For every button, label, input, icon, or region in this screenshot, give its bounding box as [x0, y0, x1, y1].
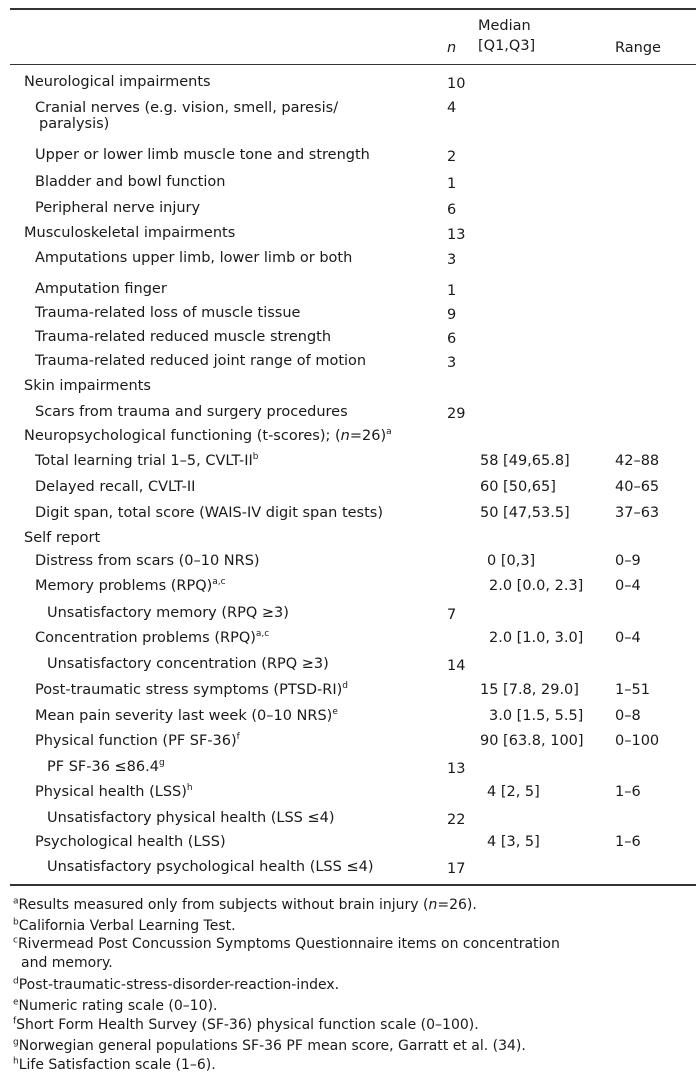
- footnote-marker: d: [13, 976, 19, 987]
- row-range-value: 0–4: [615, 630, 641, 646]
- row-median-value: 2.0 [1.0, 3.0]: [489, 630, 584, 646]
- row-n-value: 14: [447, 658, 466, 674]
- header-median: [478, 16, 535, 56]
- row-range-value: 40–65: [615, 479, 660, 495]
- row-n-value: 4: [447, 100, 457, 116]
- row-n-value: 1: [447, 283, 457, 299]
- row-label: [35, 353, 366, 369]
- table-row: [10, 808, 696, 832]
- row-label-text: Physical function (PF SF-36): [35, 733, 237, 749]
- row-median-value: 4 [2, 5]: [487, 784, 540, 800]
- footnote-text: Norwegian general populations SF-36 PF mean score, Garratt et al. (34).: [18, 1038, 526, 1054]
- footnote-marker: b: [13, 917, 19, 928]
- row-label: [35, 200, 200, 216]
- row-label-text: Cranial nerves (e.g. vision, smell, paresis/: [35, 100, 339, 116]
- header-n: n: [447, 40, 457, 56]
- row-label: [35, 553, 260, 569]
- row-range-value: 0–4: [615, 578, 641, 594]
- row-n-value: 7: [447, 607, 457, 623]
- row-range-value: 0–9: [615, 553, 641, 569]
- row-median-value: 58 [49,65.8]: [480, 453, 570, 469]
- table-row: [10, 303, 696, 327]
- row-range-value: 42–88: [615, 453, 660, 469]
- row-label-text: Mean pain severity last week (0–10 NRS): [35, 708, 333, 724]
- footnote-marker: f: [13, 1016, 17, 1027]
- row-range-value: 0–100: [615, 733, 660, 749]
- row-median-value: 50 [47,53.5]: [480, 505, 570, 521]
- row-range-value: 1–6: [615, 784, 641, 800]
- footnote-item: [13, 936, 560, 952]
- row-range-value: 37–63: [615, 505, 660, 521]
- row-label: [35, 733, 240, 749]
- table-top-rule: [10, 8, 696, 10]
- header-median-line2: [Q1,Q3]: [478, 38, 536, 54]
- row-label-text: Physical health (LSS): [35, 784, 187, 800]
- row-label: [47, 859, 373, 875]
- table-row: [10, 98, 696, 132]
- row-label: [24, 225, 235, 241]
- footnote-item: [21, 955, 113, 971]
- row-label-text: Amputations upper limb, lower limb or both: [35, 250, 353, 266]
- row-n-value: 2: [447, 149, 457, 165]
- row-label: [35, 479, 195, 495]
- row-label-text: Unsatisfactory physical health (LSS ≤4): [47, 810, 335, 826]
- table-row: [10, 248, 696, 272]
- row-label-text: Unsatisfactory concentration (RPQ ≥3): [47, 656, 329, 672]
- row-median-value: 3.0 [1.5, 5.5]: [489, 708, 584, 724]
- row-label: [35, 329, 331, 345]
- table-row: [10, 832, 696, 856]
- row-label: [35, 404, 348, 420]
- footnote-marker: a,c: [255, 629, 270, 640]
- table-row: [10, 279, 696, 303]
- row-n-value: 13: [447, 227, 466, 243]
- row-label: [35, 630, 269, 646]
- table-row: [10, 402, 696, 426]
- table-row: [10, 327, 696, 351]
- table-row: [10, 503, 696, 527]
- row-n-value: 22: [447, 812, 466, 828]
- table-row: [10, 654, 696, 678]
- footnote-marker: c: [13, 935, 18, 946]
- row-n-value: 6: [447, 331, 457, 347]
- row-label-continuation: paralysis): [39, 116, 110, 132]
- table-row: [10, 145, 696, 169]
- row-label: [35, 147, 370, 163]
- row-label: [35, 708, 338, 724]
- row-label-text: Peripheral nerve injury: [35, 200, 201, 216]
- table-row: [10, 223, 696, 247]
- row-n-value: 6: [447, 202, 457, 218]
- row-label-text: Concentration problems (RPQ): [35, 630, 256, 646]
- row-label: [24, 378, 151, 394]
- row-n-value: 3: [447, 252, 457, 268]
- row-label-text: Skin impairments: [24, 378, 151, 394]
- footnote-marker: a: [13, 896, 19, 907]
- table-row: [10, 72, 696, 96]
- table-row: [10, 782, 696, 806]
- table-row: [10, 172, 696, 196]
- row-label: [35, 682, 348, 698]
- footnote-text: California Verbal Learning Test.: [18, 918, 236, 934]
- footnote-marker: e: [13, 997, 19, 1008]
- row-label: [35, 100, 338, 132]
- row-label-text: Trauma-related loss of muscle tissue: [35, 305, 301, 321]
- table-row: [10, 477, 696, 501]
- row-label-text: PF SF-36 ≤86.4: [47, 759, 159, 775]
- row-median-value: 4 [3, 5]: [487, 834, 540, 850]
- table-row: [10, 551, 696, 575]
- row-label-text: Distress from scars (0–10 NRS): [35, 553, 260, 569]
- footnote-text: Life Satisfaction scale (1–6).: [18, 1057, 216, 1073]
- row-label: [35, 834, 226, 850]
- header-range: Range: [615, 40, 661, 56]
- footnote-marker: d: [342, 681, 349, 692]
- row-label-text: Neurological impairments: [24, 74, 211, 90]
- row-label-text: Amputation finger: [35, 281, 167, 297]
- footnote-marker: h: [13, 1056, 19, 1067]
- footnote-marker: g: [13, 1037, 19, 1048]
- row-label: [35, 281, 167, 297]
- table-row: [10, 451, 696, 475]
- table-row: [10, 198, 696, 222]
- footnote-item: [13, 1057, 216, 1073]
- footnote-marker: f: [236, 732, 240, 743]
- table-row: [10, 426, 696, 450]
- row-n-value: 17: [447, 861, 466, 877]
- table-row: [10, 351, 696, 375]
- table-row: [10, 731, 696, 755]
- row-label: [24, 530, 100, 546]
- row-label-text: Unsatisfactory psychological health (LSS ≤4): [47, 859, 374, 875]
- row-label-text: Trauma-related reduced muscle strength: [35, 329, 332, 345]
- footnote-marker: a,c: [212, 577, 226, 588]
- footnote-item: [13, 897, 477, 913]
- row-label-text: Post-traumatic stress symptoms (PTSD-RI): [35, 682, 343, 698]
- row-median-value: 2.0 [0.0, 2.3]: [489, 578, 584, 594]
- footnote-marker: e: [332, 707, 338, 718]
- header-rule: [10, 64, 696, 65]
- row-n-value: 29: [447, 406, 466, 422]
- footnote-item: [13, 977, 339, 993]
- row-n-value: 9: [447, 307, 457, 323]
- table-row: [10, 757, 696, 781]
- row-n-value: 3: [447, 355, 457, 371]
- table-row: [10, 706, 696, 730]
- row-label-text: Upper or lower limb muscle tone and strength: [35, 147, 370, 163]
- table-row: [10, 576, 696, 600]
- row-n-value: 1: [447, 176, 457, 192]
- row-label-text: Delayed recall, CVLT-II: [35, 479, 196, 495]
- row-n-value: 13: [447, 761, 466, 777]
- row-median-value: 60 [50,65]: [480, 479, 556, 495]
- table-row: [10, 857, 696, 881]
- table-row: [10, 680, 696, 704]
- footnote-text: Short Form Health Survey (SF-36) physical function scale (0–100).: [16, 1017, 479, 1033]
- table-row: [10, 628, 696, 652]
- row-median-value: 90 [63.8, 100]: [480, 733, 584, 749]
- row-median-value: 0 [0,3]: [487, 553, 536, 569]
- footnote-text: Numeric rating scale (0–10).: [18, 998, 218, 1014]
- row-label-text: Psychological health (LSS): [35, 834, 226, 850]
- footnote-marker: h: [186, 783, 193, 794]
- row-label: [35, 578, 226, 594]
- row-label-text: Scars from trauma and surgery procedures: [35, 404, 348, 420]
- row-label: [47, 605, 289, 621]
- table-row: [10, 528, 696, 552]
- row-label-text: Musculoskeletal impairments: [24, 225, 236, 241]
- row-range-value: 0–8: [615, 708, 641, 724]
- row-label: [47, 759, 165, 775]
- row-label-text: Total learning trial 1–5, CVLT-II: [35, 453, 253, 469]
- table-bottom-rule: [10, 884, 696, 886]
- footnote-item: [13, 1017, 479, 1033]
- row-median-value: 15 [7.8, 29.0]: [480, 682, 579, 698]
- table-row: [10, 603, 696, 627]
- footnote-item: [13, 918, 236, 934]
- row-label: [24, 74, 211, 90]
- footnote-text: Results measured only from subjects without brain injury (n=26).: [18, 897, 477, 913]
- row-label: [35, 784, 193, 800]
- row-label: [35, 305, 300, 321]
- row-label: [24, 428, 392, 444]
- table-row: [10, 376, 696, 400]
- footnote-marker: g: [158, 758, 165, 769]
- footnote-text: and memory.: [21, 955, 113, 971]
- row-label: [47, 656, 329, 672]
- row-label: [35, 453, 259, 469]
- row-label-text: Trauma-related reduced joint range of motion: [35, 353, 367, 369]
- row-range-value: 1–6: [615, 834, 641, 850]
- footnote-marker: b: [252, 452, 259, 463]
- row-label-text: Bladder and bowl function: [35, 174, 226, 190]
- footnote-marker: a: [386, 427, 392, 438]
- row-label-text: Digit span, total score (WAIS-IV digit span tests): [35, 505, 384, 521]
- footnote-text: Rivermead Post Concussion Symptoms Questionnaire items on concentration: [17, 936, 560, 952]
- row-label: [47, 810, 335, 826]
- footnote-text: Post-traumatic-stress-disorder-reaction-index.: [18, 977, 340, 993]
- footnote-item: [13, 1038, 526, 1054]
- row-range-value: 1–51: [615, 682, 650, 698]
- row-label-text: Unsatisfactory memory (RPQ ≥3): [47, 605, 289, 621]
- row-label-text: Neuropsychological functioning (t-scores); (n=26): [24, 428, 387, 444]
- row-label: [35, 250, 352, 266]
- row-label: [35, 505, 383, 521]
- row-label-text: Self report: [24, 530, 101, 546]
- footnote-item: [13, 998, 217, 1014]
- header-median-line1: Median: [478, 18, 531, 34]
- row-label: [35, 174, 225, 190]
- row-n-value: 10: [447, 76, 466, 92]
- row-label-text: Memory problems (RPQ): [35, 578, 213, 594]
